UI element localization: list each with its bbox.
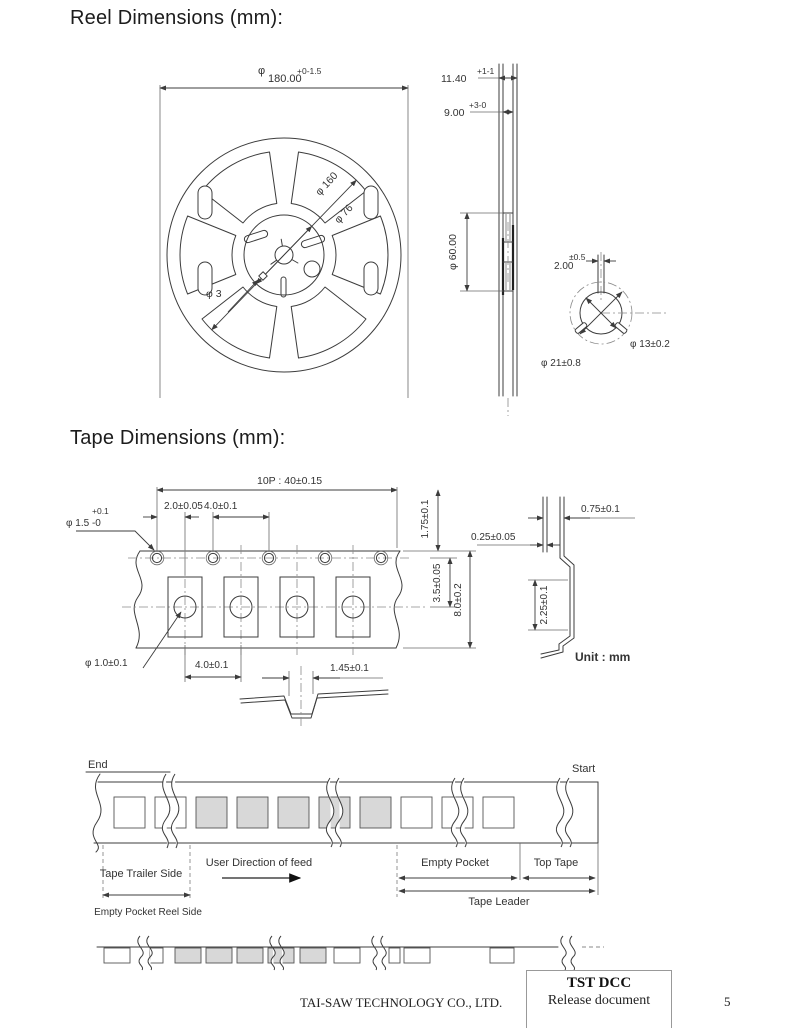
tape-pitch10-label: 10P : 40±0.15 bbox=[257, 475, 323, 487]
reel-hub-detail bbox=[541, 252, 670, 369]
tape-pocket-hole-dia: φ 1.0±0.1 bbox=[85, 658, 128, 669]
reel-width-tol: +1-1 bbox=[477, 66, 495, 76]
tape-width: 8.0±0.2 bbox=[453, 583, 464, 617]
unit-label: Unit : mm bbox=[575, 650, 631, 664]
tape-cross-section bbox=[471, 497, 635, 664]
feed-top-tape-label: Top Tape bbox=[533, 857, 579, 869]
reel-hub-dia-label: φ 60.00 bbox=[447, 233, 459, 271]
tape-hole-pitch-offset: 2.0±0.05 bbox=[164, 501, 203, 512]
feed-tape-leader-label: Tape Leader bbox=[468, 896, 530, 908]
tape-sprocket-dia: φ 1.5 -0 bbox=[66, 518, 101, 529]
reel-front-view bbox=[160, 65, 408, 398]
tape-hole-to-pocket: 3.5±0.05 bbox=[432, 563, 443, 603]
page-number: 5 bbox=[724, 994, 731, 1009]
hub-detail-width-value: 2.00 bbox=[554, 261, 574, 272]
reel-side-view bbox=[441, 64, 517, 416]
cs-tape-thickness: 0.25±0.05 bbox=[471, 532, 516, 543]
tape-pocket-pitch: 4.0±0.1 bbox=[195, 660, 229, 671]
reel-inner-width-value: 9.00 bbox=[444, 107, 465, 119]
reel-dia76-label: φ 76 bbox=[332, 202, 356, 226]
reel-dia3-label: φ 3 bbox=[206, 288, 222, 300]
feed-end-label: End bbox=[88, 759, 108, 771]
pocket-opening-dim: 1.45±0.1 bbox=[330, 663, 369, 674]
cs-pocket-depth: 2.25±0.1 bbox=[539, 585, 550, 625]
feed-empty-pocket-label: Empty Pocket bbox=[421, 857, 489, 869]
tape-top-view bbox=[66, 475, 476, 682]
feed-direction-diagram bbox=[86, 759, 598, 918]
reel-inner-width-tol: +3-0 bbox=[469, 100, 487, 110]
tape-sprocket-dia-tol: +0.1 bbox=[92, 506, 109, 516]
tape-section-title: Tape Dimensions (mm): bbox=[70, 427, 286, 449]
footer-company-name: TAI-SAW TECHNOLOGY CO., LTD. bbox=[300, 995, 503, 1010]
reel-section-title: Reel Dimensions (mm): bbox=[70, 7, 284, 29]
reel-dia180-tol: +0-1.5 bbox=[297, 66, 322, 76]
feed-start-label: Start bbox=[572, 763, 596, 775]
pocket-section-detail bbox=[240, 663, 388, 729]
stamp-subtitle: Release document bbox=[547, 993, 651, 1008]
feed-empty-pocket-reel-label: Empty Pocket Reel Side bbox=[94, 907, 202, 918]
hub-detail-dia21-label: φ 21±0.8 bbox=[541, 358, 581, 369]
stamp-title: TST DCC bbox=[566, 975, 632, 991]
tape-hole-pitch: 4.0±0.1 bbox=[204, 501, 238, 512]
reel-dia180-phi: φ bbox=[258, 65, 266, 77]
feed-tape-trailer-label: Tape Trailer Side bbox=[99, 868, 183, 880]
feed-user-direction-label: User Direction of feed bbox=[205, 857, 313, 869]
reel-width-value: 11.40 bbox=[441, 73, 467, 85]
release-stamp-box bbox=[526, 970, 672, 1028]
tape-edge-to-hole: 1.75±0.1 bbox=[420, 499, 431, 539]
hub-detail-dia13-label: φ 13±0.2 bbox=[630, 339, 670, 350]
tape-side-strip bbox=[97, 936, 604, 970]
hub-detail-width-tol: ±0.5 bbox=[569, 252, 586, 262]
reel-dia160-label: φ 160 bbox=[313, 169, 341, 199]
cs-top-tape-width: 0.75±0.1 bbox=[581, 504, 620, 515]
reel-dia180-value: 180.00 bbox=[268, 73, 302, 85]
